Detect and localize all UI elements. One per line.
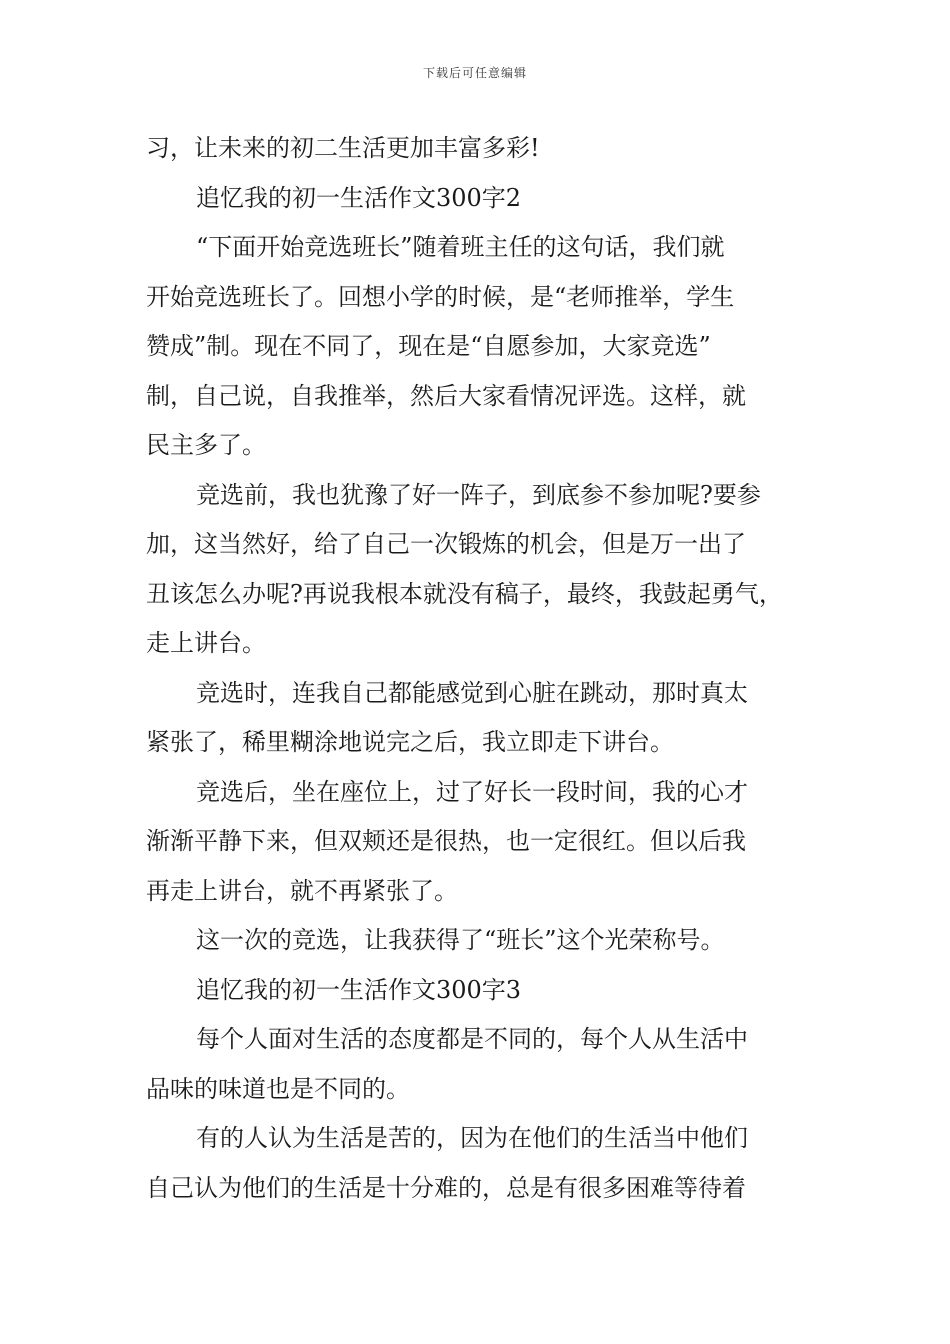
text-line: 制，自己说，自我推举，然后大家看情况评选。这样，就 <box>146 381 746 410</box>
text-line: 赞成”制。现在不同了，现在是“自愿参加，大家竞选” <box>146 332 711 360</box>
text-line: “下面开始竞选班长”随着班主任的这句话，我们就 <box>196 233 725 261</box>
text-line: 习，让未来的初二生活更加丰富多彩! <box>146 134 540 162</box>
text-line: 民主多了。 <box>146 431 266 459</box>
text-line: 开始竞选班长了。回想小学的时候，是“老师推举，学生 <box>146 282 735 311</box>
text-line: 竞选后，坐在座位上，过了好长一段时间，我的心才 <box>196 777 748 806</box>
text-line: 竞选时，连我自己都能感觉到心脏在跳动，那时真太 <box>196 678 748 707</box>
text-line: 紧张了，稀里糊涂地说完之后，我立即走下讲台。 <box>146 728 674 756</box>
text-line: 追忆我的初一生活作文300字3 <box>196 975 522 1004</box>
page-header: 下载后可任意编辑 <box>422 66 527 80</box>
document-body <box>146 124 818 1213</box>
text-line: 追忆我的初一生活作文300字2 <box>196 183 522 212</box>
text-line: 走上讲台。 <box>146 629 266 657</box>
text-line: 竞选前，我也犹豫了好一阵子，到底参不参加呢?要参 <box>196 480 761 509</box>
text-line: 自己认为他们的生活是十分难的，总是有很多困难等待着 <box>146 1173 746 1202</box>
text-line: 加，这当然好，给了自己一次锻炼的机会，但是万一出了 <box>146 530 746 558</box>
text-line: 有的人认为生活是苦的，因为在他们的生活当中他们 <box>196 1124 748 1152</box>
text-line: 这一次的竞选，让我获得了“班长”这个光荣称号。 <box>196 926 725 954</box>
text-line: 再走上讲台，就不再紧张了。 <box>146 876 458 905</box>
text-line: 品味的味道也是不同的。 <box>146 1074 410 1103</box>
text-line: 每个人面对生活的态度都是不同的，每个人从生活中 <box>196 1025 748 1053</box>
text-line: 丑该怎么办呢?再说我根本就没有稿子，最终，我鼓起勇气， <box>146 579 783 608</box>
text-line: 渐渐平静下来，但双颊还是很热，也一定很红。但以后我 <box>146 827 746 855</box>
